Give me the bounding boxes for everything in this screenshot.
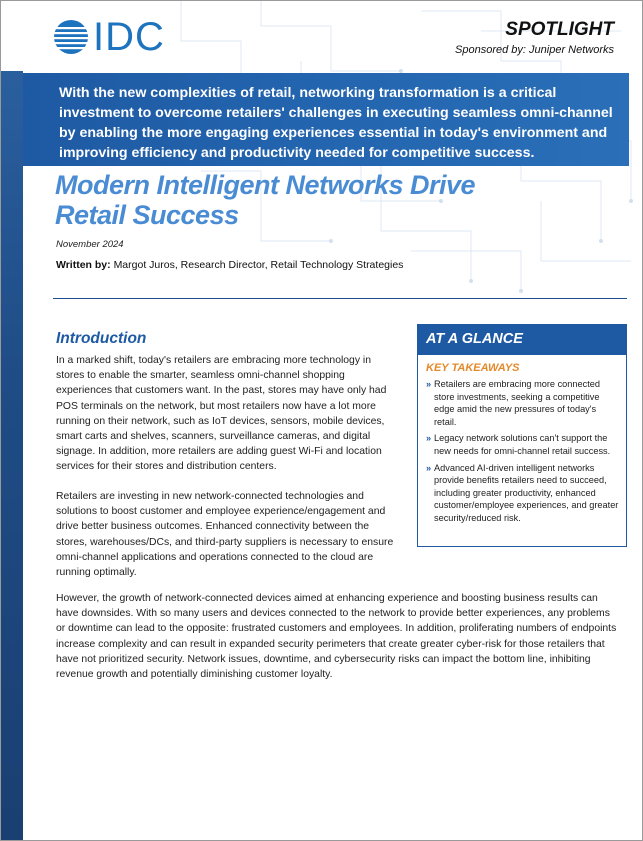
section-divider [53, 298, 627, 299]
logo-text: IDC [93, 15, 165, 59]
publication-date: November 2024 [56, 239, 124, 250]
chevron-right-icon: » [426, 433, 432, 444]
at-a-glance-box [417, 324, 627, 547]
list-item [426, 432, 620, 457]
key-takeaways-heading: KEY TAKEAWAYS [426, 362, 520, 374]
list-item [426, 462, 620, 525]
idc-logo [53, 17, 165, 57]
intro-paragraph-3: However, the growth of network-connected devices aimed at enhancing experience and boosting business results can have downsides. With so many users and devices connected to the network to provide better experiences, any problems or downtime can lead to the opposite: frustrated customers and employees. In addition, proliferating numbers of endpoints increase complexity and can result in expanded security perimeters that create greater cyber-risk for those retailers that have not prioritized security. Network issues, downtime, and cybersecurity risks can impact the bottom line, inhibiting revenue growth and potentially diminishing customer loyalty. [56, 593, 617, 681]
left-accent-bar [1, 71, 23, 841]
introduction-heading: Introduction [56, 330, 147, 347]
title-line-1: Modern Intelligent Networks Drive [55, 170, 476, 200]
document-type-label: SPOTLIGHT [505, 19, 614, 40]
intro-paragraph-1: In a marked shift, today's retailers are embracing more technology in stores to enable the smarter, seamless omni-channel shopping experiences that customers want. In the past, stores may have only had POS terminals on the network, but most retailers now have a lot more running on their network, such as IoT devices, sensors, mobile devices, smart carts and shelves, scanners, surveillance cameras, and digital signage. In addition, more retailers are adding guest Wi-Fi and location services for their stores and distribution centers. [56, 355, 387, 473]
chevron-right-icon: » [426, 462, 432, 473]
author-label: Written by: [56, 259, 111, 271]
globe-icon [53, 19, 89, 55]
at-a-glance-heading: AT A GLANCE [418, 325, 626, 355]
sponsor-line: Sponsored by: Juniper Networks [455, 44, 614, 56]
list-item [426, 378, 620, 428]
banner-text: With the new complexities of retail, networking transformation is a critical investment to overcome retailers' challenges in executing seamless omni-channel by enabling the more engaging experiences essential in today's environment and improving efficiency and productivity needed for competitive success. [59, 85, 613, 161]
takeaway-text: Advanced AI-driven intelligent networks provide benefits retailers need to succeed, including greater productivity, enhanced customer/employee experiences, and greater security/reduced risk. [434, 462, 619, 523]
author-name: Margot Juros, Research Director, Retail Technology Strategies [113, 259, 404, 271]
author-line [56, 259, 403, 271]
takeaway-text: Retailers are embracing more connected store investments, seeking a competitive edge amid the new pressures of today's retail. [434, 379, 600, 427]
document-title [55, 170, 575, 230]
takeaway-text: Legacy network solutions can't support the new needs for omni-channel retail success. [434, 433, 611, 456]
key-takeaways-list [426, 378, 620, 525]
summary-banner [23, 73, 629, 166]
chevron-right-icon: » [426, 379, 432, 389]
title-line-2: Retail Success [55, 200, 239, 230]
intro-paragraph-2: Retailers are investing in new network-connected technologies and solutions to boost customer and employee experience/engagement and drive better business outcomes. Enhanced connectivity between the stores, warehouses/DCs, and third-party suppliers is necessary to ensure omni-channel applications and operations connected to the cloud are running optimally. [56, 491, 394, 579]
